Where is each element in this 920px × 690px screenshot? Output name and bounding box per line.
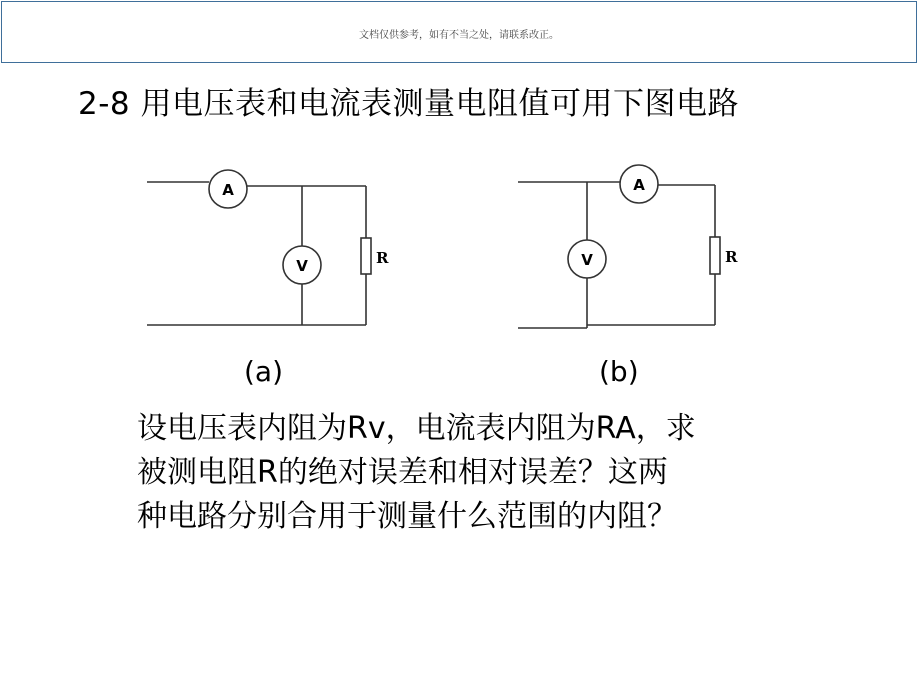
circuit-a-resistor-label: R <box>376 249 389 267</box>
circuit-b-resistor <box>710 237 720 274</box>
circuit-b-voltmeter-label: V <box>581 251 593 269</box>
circuit-b <box>518 165 720 328</box>
question-line-3: 种电路分别合用于测量什么范围的内阻？ <box>137 499 677 534</box>
circuit-a <box>147 170 371 325</box>
circuit-b-resistor-label: R <box>725 248 738 266</box>
caption-a: (a) <box>244 355 284 388</box>
circuit-a-resistor <box>361 238 371 274</box>
circuit-a-ammeter-label: A <box>222 181 234 199</box>
circuit-b-ammeter-label: A <box>633 176 645 194</box>
question-line-1: 设电压表内阻为Rv，电流表内阻为RA，求 <box>137 411 696 446</box>
circuit-a-voltmeter-label: V <box>296 257 308 275</box>
problem-title: 2-8 用电压表和电流表测量电阻值可用下图电路 <box>78 86 739 122</box>
caption-b: (b) <box>599 355 639 388</box>
header-note: 文档仅供参考，如有不当之处，请联系改正。 <box>359 30 559 41</box>
question-line-2: 被测电阻R的绝对误差和相对误差？这两 <box>137 455 668 490</box>
question-text <box>137 407 817 539</box>
